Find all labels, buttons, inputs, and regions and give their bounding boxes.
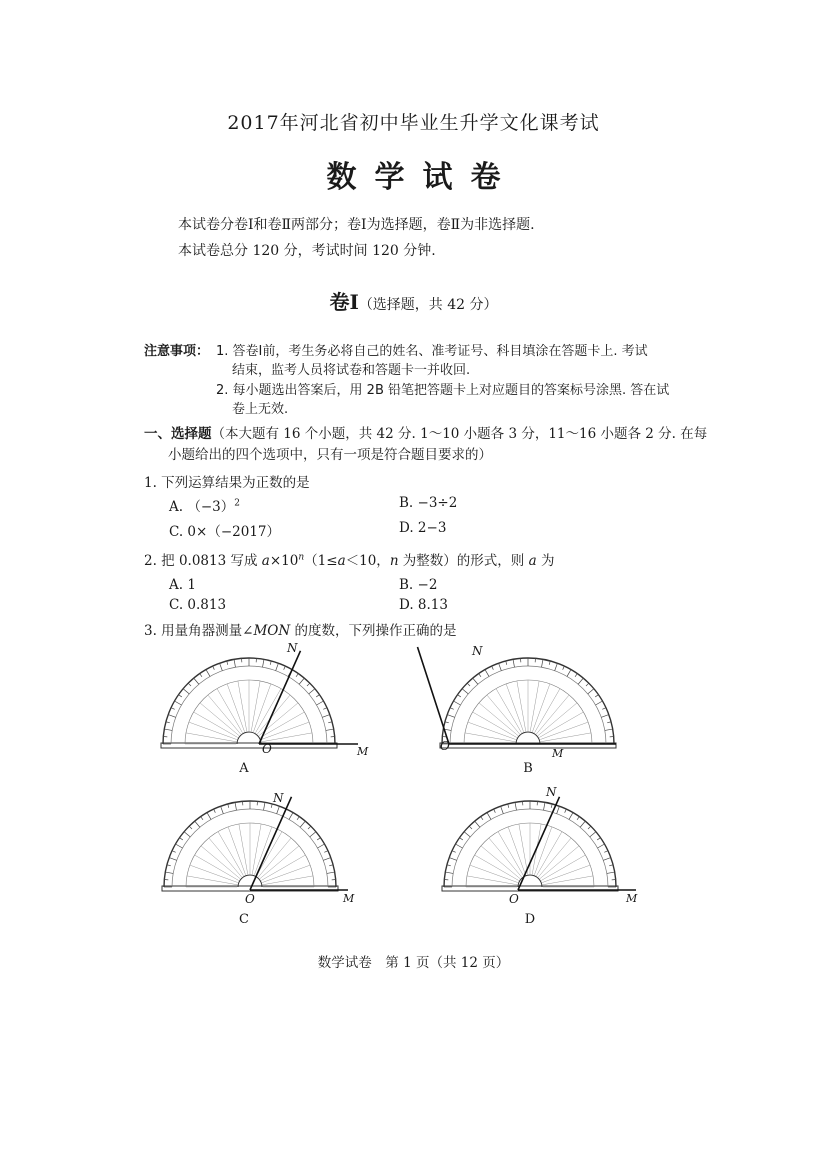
protractor-b-tick <box>485 670 489 677</box>
protractor-c-tick <box>235 802 236 810</box>
protractor-a-tick <box>276 663 279 671</box>
protractor-b-radial-line <box>517 681 526 731</box>
protractor-a-tick <box>284 666 286 670</box>
protractor-b-label-n: N <box>472 644 483 658</box>
q2-stem-part: 为 <box>536 553 555 569</box>
protractor-b-tick <box>506 661 507 665</box>
protractor-c-tick <box>310 832 316 837</box>
section-subtitle: （选择题，共 42 分） <box>358 297 498 313</box>
protractor-d-label-o: O <box>509 892 519 906</box>
protractor-a-radial-line <box>186 733 236 742</box>
protractor-b-tick <box>445 722 449 723</box>
q1-stem: 1. 下列运算结果为正数的是 <box>144 475 310 491</box>
protractor-c-radial-line <box>254 827 271 875</box>
protractor-a-tick <box>200 674 202 677</box>
protractor-a-tick <box>316 695 319 697</box>
protractor-a-label-n: N <box>287 641 298 655</box>
protractor-d-tick <box>580 821 585 827</box>
protractor-d-tick <box>544 802 545 810</box>
protractor-b-radial-line <box>506 684 523 732</box>
protractor-d-tick <box>515 802 516 810</box>
protractor-d-radial-line <box>508 827 525 875</box>
part1-desc-line-1: （本大题有 16 个小题，共 42 分. 1～10 小题各 3 分，11～16 小题各 2 分. 在每 <box>211 426 708 442</box>
protractor-c-radial-line <box>263 876 313 885</box>
protractor-c-tick <box>201 817 203 820</box>
q2-option-a: A. 1 <box>169 577 196 593</box>
q2-stem-part: （1≤ <box>304 553 338 569</box>
protractor-c-tick <box>189 826 192 829</box>
protractor-b-tick <box>492 666 494 670</box>
protractor-d-tick <box>557 806 560 814</box>
q2-var-a: a <box>261 553 270 569</box>
protractor-a-label-m: M <box>357 745 369 758</box>
q2-var-n: n <box>298 552 305 563</box>
protractor-d-tick <box>469 826 472 829</box>
protractor-a-tick <box>220 663 223 671</box>
protractor-b-radial-line <box>541 733 591 742</box>
q2-var-a: a <box>337 553 346 569</box>
protractor-b-tick <box>499 663 502 671</box>
protractor-c-tick <box>167 865 171 866</box>
q2-stem-part: ×10 <box>269 553 299 569</box>
protractor-d-tick <box>475 821 480 827</box>
protractor-b-tick <box>542 659 543 667</box>
part1-desc-line-2: 小题给出的四个选项中，只有一项是符合题目要求的） <box>168 447 492 463</box>
q2-option-d: D. 8.13 <box>399 597 448 613</box>
protractor-b-tick <box>473 678 478 684</box>
protractor-a-option-label: A <box>239 761 249 776</box>
protractor-c-tick <box>221 806 224 814</box>
protractor-c-tick <box>169 858 177 861</box>
protractor-c-tick <box>300 821 305 827</box>
protractor-c-label-o: O <box>245 892 255 906</box>
protractor-c-tick <box>308 826 311 829</box>
protractor-c-radial-line <box>228 827 245 875</box>
protractor-b-radial-line <box>532 684 549 732</box>
protractor-d-tick <box>487 813 491 820</box>
protractor-a-tick <box>326 729 334 730</box>
protractor-b-tick <box>607 722 611 723</box>
protractor-c-tick <box>289 813 293 820</box>
protractor-d-tick <box>603 858 611 861</box>
protractor-c-tick <box>327 872 335 873</box>
protractor-a-radial-line <box>251 681 260 731</box>
protractor-c-ray-on <box>250 797 291 890</box>
protractor-b-tick <box>462 689 468 694</box>
exam-title: 2017年河北省初中毕业生升学文化课考试 <box>227 112 600 134</box>
protractor-b-tick <box>454 701 461 705</box>
protractor-c-tick <box>323 858 331 861</box>
protractor-b-tick <box>601 715 609 718</box>
protractor-c-label-n: N <box>273 791 284 805</box>
protractor-b-tick <box>549 661 550 665</box>
protractor-a-ray-on <box>259 651 300 744</box>
protractor-d-tick <box>604 851 608 853</box>
protractor-b-label-m: M <box>552 747 564 760</box>
protractor-a-tick <box>175 701 182 705</box>
protractor-c-tick <box>214 809 216 813</box>
protractor-b-ray-on <box>417 647 449 744</box>
protractor-a-tick <box>234 659 235 667</box>
protractor-c-tick <box>165 872 173 873</box>
page-footer: 数学试卷 第 1 页（共 12 页） <box>317 955 510 971</box>
protractor-a-tick <box>166 722 170 723</box>
protractor-d-label-m: M <box>626 892 638 905</box>
protractor-d-radial-line <box>467 876 517 885</box>
protractor-a-tick <box>227 661 228 665</box>
intro-line-1: 本试卷分卷Ⅰ和卷Ⅱ两部分；卷Ⅰ为选择题，卷Ⅱ为非选择题. <box>178 217 535 233</box>
protractor-a-tick <box>322 715 330 718</box>
protractor-a-tick <box>328 722 332 723</box>
protractor-c-tick <box>184 832 190 837</box>
q2-var-n: n <box>389 553 399 569</box>
protractor-d-tick <box>598 844 605 848</box>
protractor-d-label-n: N <box>546 785 557 799</box>
protractor-a-tick <box>164 729 172 730</box>
protractor-d-tick <box>452 851 456 853</box>
protractor-b-tick <box>596 701 603 705</box>
protractor-a-radial-line <box>262 733 312 742</box>
protractor-d-tick <box>588 826 591 829</box>
protractor-c-tick <box>176 844 183 848</box>
protractor-b-radial-line <box>465 733 515 742</box>
protractor-c-radial-line <box>239 824 248 874</box>
protractor-a-tick <box>179 695 182 697</box>
protractor-d-radial-line <box>542 865 590 882</box>
protractor-c-tick <box>172 851 176 853</box>
protractor-b-tick <box>578 678 583 684</box>
protractor-c-tick <box>324 851 328 853</box>
q2-stem-part: 为整数）的形式，则 <box>398 553 529 569</box>
q2-var-a: a <box>528 553 537 569</box>
protractor-b-tick <box>563 666 565 670</box>
q1-option-d: D. 2−3 <box>399 520 447 536</box>
protractor-a-radial-line <box>227 684 244 732</box>
protractor-d-tick <box>597 838 600 840</box>
q2-option-b: B. −2 <box>399 577 438 593</box>
note-2-line-1: 2. 每小题选出答案后，用 2B 铅笔把答题卡上对应题目的答案标号涂黑. 答在试 <box>216 383 670 398</box>
protractor-c-tick <box>329 865 333 866</box>
protractor-a-tick <box>296 674 298 677</box>
protractor-d-tick <box>449 858 457 861</box>
protractor-c-tick <box>264 802 265 810</box>
protractor-c-tick <box>180 838 183 840</box>
protractor-c-tick <box>228 804 229 808</box>
protractor-a-tick <box>213 666 215 670</box>
protractor-b-tick <box>450 708 454 710</box>
note-1-line-1: 1. 答卷Ⅰ前，考生务必将自己的姓名、准考证号、科目填涂在答题卡上. 考试 <box>216 344 648 359</box>
protractor-a-tick <box>206 670 210 677</box>
protractor-d-tick <box>456 844 463 848</box>
q1-option-a-text: A. （−3） <box>169 499 235 515</box>
protractor-a-label-o: O <box>262 742 272 756</box>
protractor-d-radial-line <box>470 865 518 882</box>
protractor-c-radial-line <box>190 865 238 882</box>
notes-label: 注意事项： <box>144 344 210 359</box>
protractor-b-option-label: B <box>523 761 533 776</box>
protractor-d-tick <box>494 809 496 813</box>
protractor-d-tick <box>609 865 613 866</box>
protractor-b-tick <box>575 674 577 677</box>
protractor-a-tick <box>171 708 175 710</box>
protractor-b-tick <box>588 689 594 694</box>
protractor-d-tick <box>607 872 615 873</box>
protractor-b-tick <box>458 695 461 697</box>
protractor-d-tick <box>551 804 552 808</box>
note-2-line-2: 卷上无效. <box>232 402 289 417</box>
protractor-b-tick <box>513 659 514 667</box>
protractor-c-label-m: M <box>343 892 355 905</box>
protractor-a-tick <box>309 689 315 694</box>
protractor-b-tick <box>602 708 606 710</box>
protractor-d-tick <box>501 806 504 814</box>
protractor-a-tick <box>317 701 324 705</box>
protractor-d-tick <box>590 832 596 837</box>
protractor-c-tick <box>317 838 320 840</box>
protractor-d-tick <box>447 865 451 866</box>
protractor-d-option-label: D <box>524 912 536 927</box>
protractor-b-tick <box>605 729 613 730</box>
protractor-c-radial-line <box>262 865 310 882</box>
protractor-b-tick <box>479 674 481 677</box>
q1-option-c: C. 0×（−2017） <box>169 524 280 540</box>
protractor-b-radial-line <box>540 722 588 739</box>
protractor-d-tick <box>464 832 470 837</box>
protractor-d-tick <box>569 813 573 820</box>
protractor-b-tick <box>595 695 598 697</box>
protractor-b-radial-line <box>468 722 516 739</box>
protractor-a-tick <box>263 659 264 667</box>
protractor-b-label-o: O <box>440 739 450 753</box>
note-1-line-2: 结束，监考人员将试卷和答题卡一并收回. <box>232 363 471 378</box>
protractor-a-tick <box>270 661 271 665</box>
protractor-d-tick <box>577 817 579 820</box>
protractor-a-tick <box>323 708 327 710</box>
q2-option-c: C. 0.813 <box>169 597 227 613</box>
protractor-d-tick <box>481 817 483 820</box>
protractor-b-tick <box>586 683 589 686</box>
protractor-a-tick <box>188 683 191 686</box>
protractor-b-tick <box>567 670 571 677</box>
part1-label: 一、选择题 <box>144 426 212 442</box>
protractor-c-tick <box>195 821 200 827</box>
protractor-b-tick <box>467 683 470 686</box>
protractor-d-tick <box>460 838 463 840</box>
protractor-a-radial-line <box>238 681 247 731</box>
protractor-b-tick <box>447 715 455 718</box>
protractor-c-tick <box>297 817 299 820</box>
protractor-a-tick <box>307 683 310 686</box>
protractor-a-tick <box>299 678 304 684</box>
protractor-a-radial-line <box>189 722 237 739</box>
protractor-a-tick <box>183 689 189 694</box>
q1-option-a-exponent: 2 <box>234 498 240 509</box>
protractor-a-tick <box>168 715 176 718</box>
protractor-a-tick <box>194 678 199 684</box>
paper-title: 数学试卷 <box>326 160 519 195</box>
protractor-d-ray-on <box>518 797 559 890</box>
protractor-b-radial-line <box>530 681 539 731</box>
q3-stem-part: 3. 用量角器测量∠ <box>144 623 254 639</box>
protractor-d-tick <box>565 809 567 813</box>
protractor-c-option-label: C <box>239 912 249 927</box>
section-name: 卷Ⅰ <box>329 290 359 314</box>
intro-line-2: 本试卷总分 120 分，考试时间 120 分钟. <box>178 243 436 259</box>
q2-stem-part: 2. 把 0.0813 写成 <box>144 553 262 569</box>
protractor-b-tick <box>555 663 558 671</box>
protractor-d-tick <box>445 872 453 873</box>
q2-stem-part: ＜10， <box>345 553 390 569</box>
protractor-c-tick <box>277 806 280 814</box>
protractor-c-tick <box>207 813 211 820</box>
protractor-c-radial-line <box>187 876 237 885</box>
protractor-d-tick <box>508 804 509 808</box>
q3-angle-name: MON <box>253 623 291 639</box>
protractor-d-radial-line <box>519 824 528 874</box>
q1-option-b: B. −3÷2 <box>399 495 458 511</box>
protractor-d-radial-line <box>543 876 593 885</box>
q3-stem-part: 的度数，下列操作正确的是 <box>290 623 457 639</box>
protractor-c-tick <box>318 844 325 848</box>
